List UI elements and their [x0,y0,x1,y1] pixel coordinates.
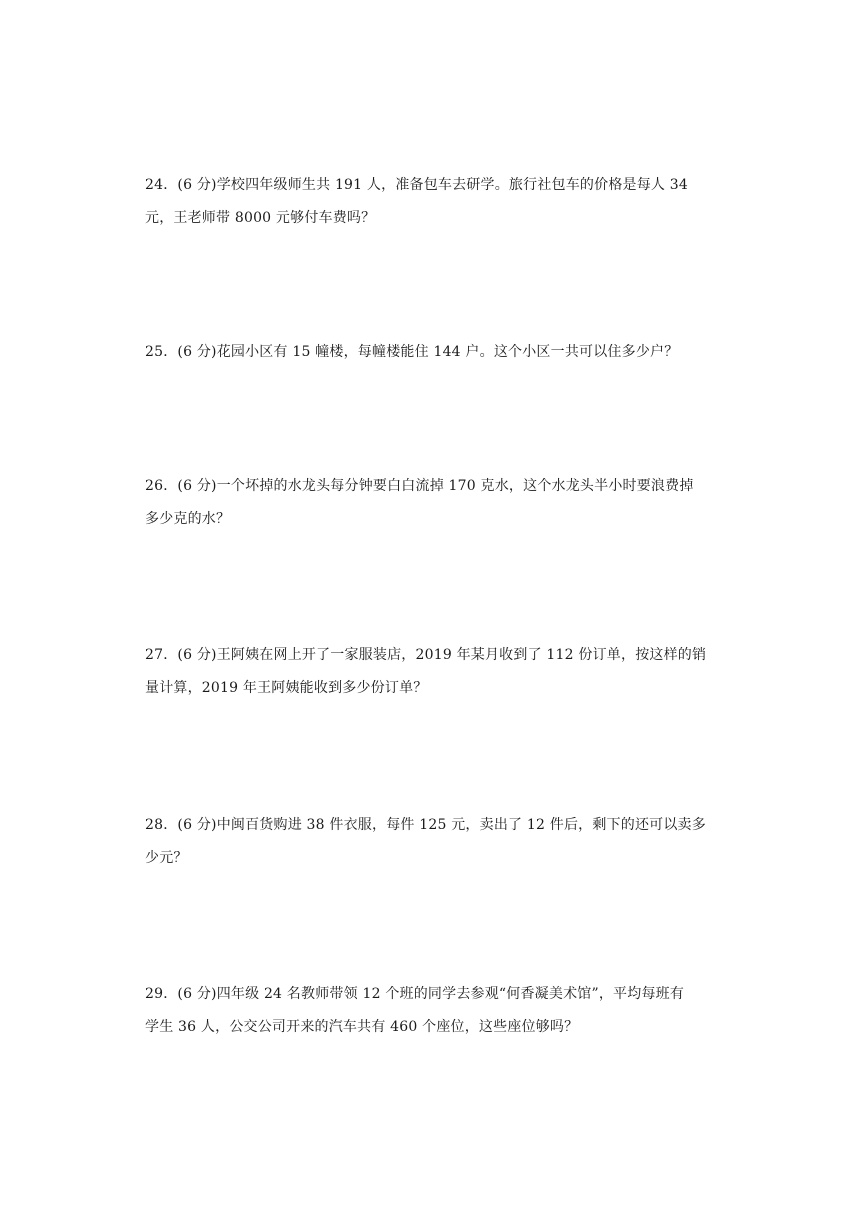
question-27-line-2: 量计算，2019 年王阿姨能收到多少份订单？ [145,680,428,696]
question-29-line-2: 学生 36 人，公交公司开来的汽车共有 460 个座位，这些座位够吗？ [145,1019,579,1035]
question-29 [145,978,725,1044]
question-25 [145,336,725,369]
question-26 [145,470,725,536]
question-24-line-1: 24．(6 分)学校四年级师生共 191 人，准备包车去研学。旅行社包车的价格是每人 34 [145,177,688,193]
question-24-line-2: 元，王老师带 8000 元够付车费吗？ [145,210,376,226]
question-27 [145,639,725,705]
question-28 [145,809,725,875]
question-24 [145,169,725,235]
question-27-line-1: 27．(6 分)王阿姨在网上开了一家服装店，2019 年某月收到了 112 份订单，按这样的销 [145,647,707,663]
question-28-line-1: 28．(6 分)中闽百货购进 38 件衣服，每件 125 元，卖出了 12 件后，剩下的还可以卖多 [145,817,706,833]
question-28-line-2: 少元？ [145,850,188,866]
question-26-line-1: 26．(6 分)一个坏掉的水龙头每分钟要白白流掉 170 克水，这个水龙头半小时要浪费掉 [145,478,694,494]
question-29-line-1: 29．(6 分)四年级 24 名教师带领 12 个班的同学去参观“何香凝美术馆”，平均每班有 [145,986,685,1002]
question-26-line-2: 多少克的水？ [145,511,231,527]
question-25-line-1: 25．(6 分)花园小区有 15 幢楼，每幢楼能住 144 户。这个小区一共可以住多少户？ [145,344,679,360]
